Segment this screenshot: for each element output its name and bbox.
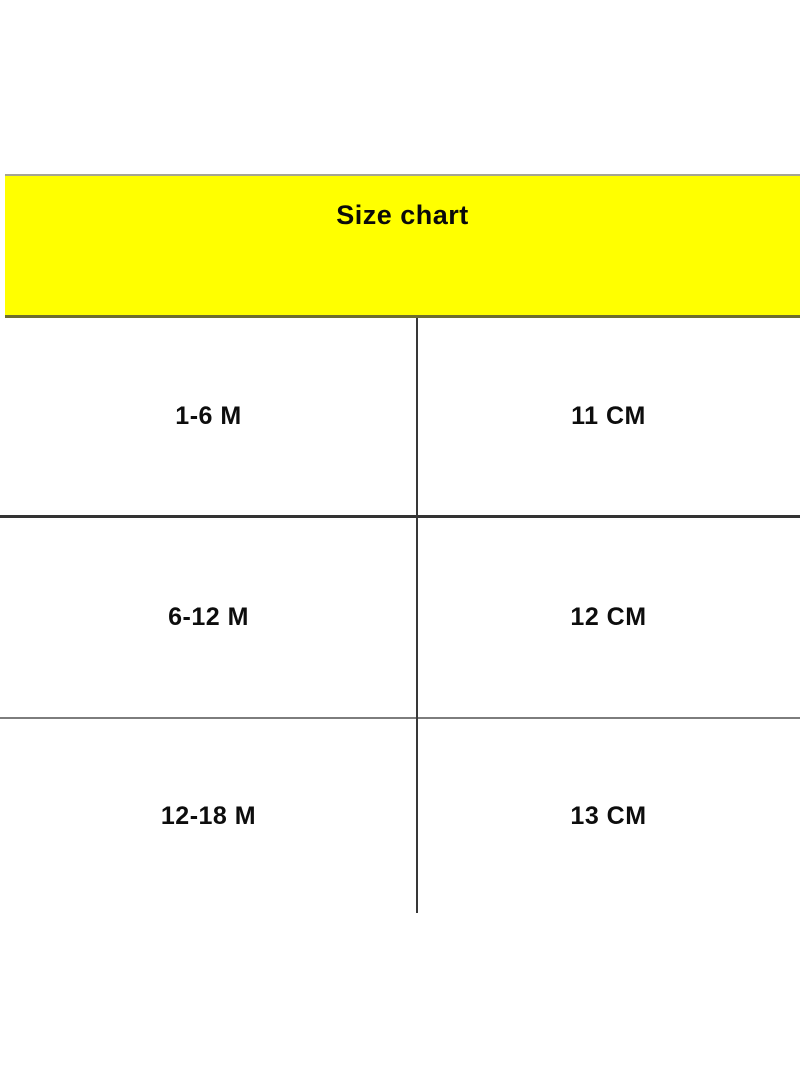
table-row [0,518,800,719]
table-row [0,318,800,518]
size-cell: 6-12 M [168,603,249,631]
measurement-cell: 11 CM [571,402,646,430]
measurement-cell: 13 CM [570,801,647,830]
size-chart-banner [5,174,800,318]
table-row [0,719,800,913]
size-table [0,318,800,913]
size-chart-title: Size chart [336,200,469,230]
size-cell: 12-18 M [160,801,257,830]
size-cell: 1-6 M [175,402,242,430]
measurement-cell: 12 CM [570,603,647,631]
column-divider [416,318,418,913]
